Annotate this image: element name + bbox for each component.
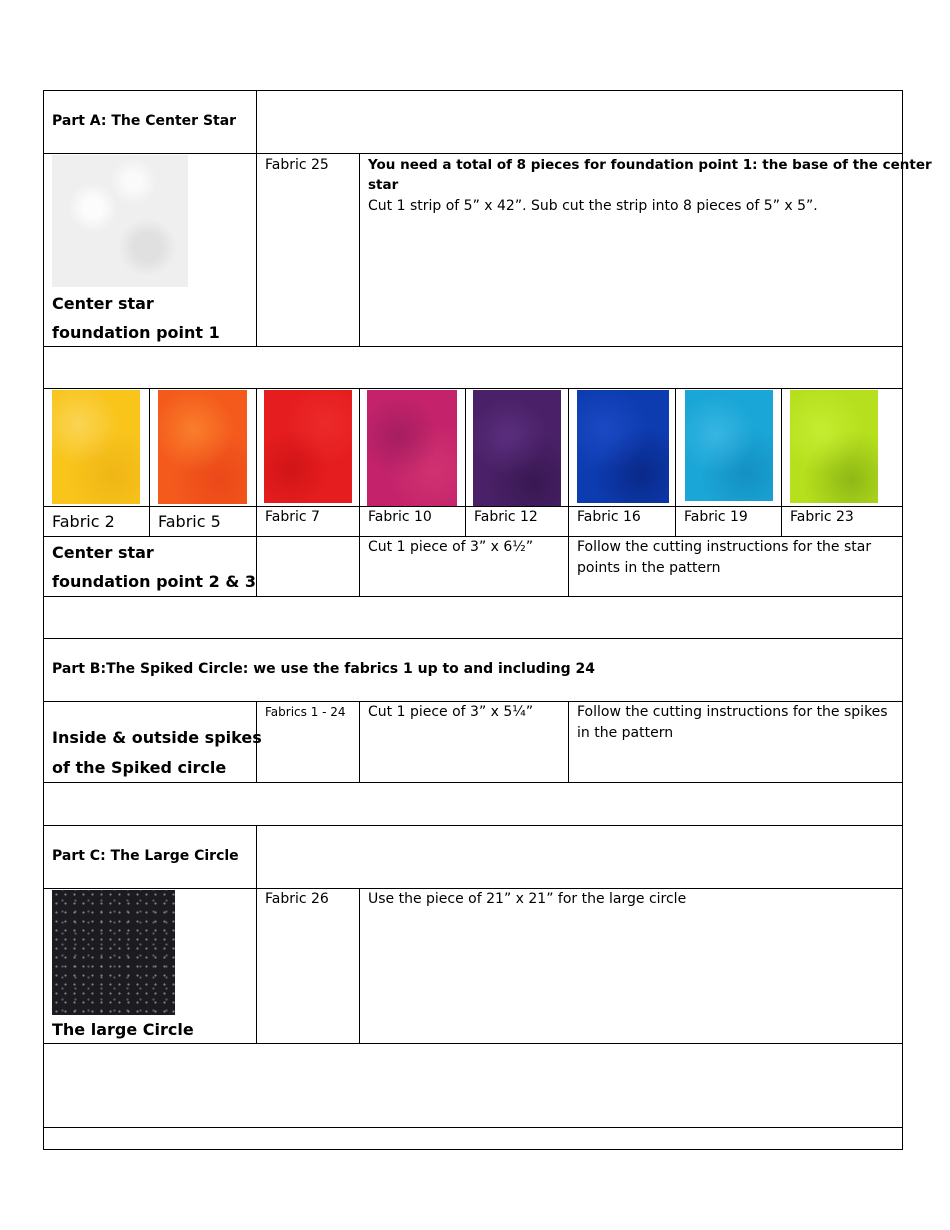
need-pieces-text-2: star: [368, 177, 399, 193]
label-cell-2: [149, 506, 257, 537]
points-2-3-follow-line2: points in the pattern: [577, 560, 721, 576]
fabric-23-swatch: [790, 390, 878, 503]
label-cell-8: [781, 506, 903, 537]
large-circle-label: The large Circle: [52, 1020, 194, 1039]
fabric-25-label: Fabric 25: [265, 157, 329, 173]
fabric-12-swatch: [473, 390, 561, 506]
part-a-heading-cell: [43, 90, 257, 154]
spikes-label-cell: [43, 701, 262, 783]
spacer-row-2: [43, 596, 903, 639]
fabric-25-instructions-cell: [359, 153, 932, 347]
fabric-26-swatch: [52, 890, 175, 1015]
label-cell-1: [43, 506, 150, 537]
fabric-5-label: Fabric 5: [158, 512, 221, 531]
spikes-fabrics: Fabrics 1 - 24: [265, 705, 346, 719]
spikes-label-line1: Inside & outside spikes: [52, 728, 262, 747]
points-2-3-label-line2: foundation point 2 & 3: [52, 572, 256, 591]
fabric-7-swatch: [264, 390, 352, 503]
part-a-heading: Part A: The Center Star: [52, 113, 237, 129]
part-b-heading: Part B:The Spiked Circle: we use the fabrics 1 up to and including 24: [52, 661, 595, 677]
fabric-25-swatch: [52, 155, 188, 287]
spikes-fabrics-cell: [256, 701, 360, 783]
large-circle-label-cell: [43, 888, 257, 1044]
fabric-12-label: Fabric 12: [474, 509, 538, 525]
label-cell-5: [465, 506, 569, 537]
fabric-2-label: Fabric 2: [52, 512, 115, 531]
white-label-line2: foundation point 1: [52, 323, 220, 342]
fabric-26-cell: [256, 888, 360, 1044]
spacer-row-3: [43, 782, 903, 826]
spikes-follow-cell: [568, 701, 903, 783]
need-pieces-text: You need a total of 8 pieces for foundation point 1: the base of the center: [368, 157, 932, 173]
fabric-10-label: Fabric 10: [368, 509, 432, 525]
cut-strip-text: Cut 1 strip of 5” x 42”. Sub cut the strip into 8 pieces of 5” x 5”.: [368, 198, 818, 214]
fabric-25-cell: [256, 153, 360, 347]
spacer-row-5: [43, 1127, 903, 1150]
fabric-26-label: Fabric 26: [265, 891, 329, 907]
large-circle-instructions-cell: [359, 888, 903, 1044]
fabric-10-swatch: [367, 390, 457, 506]
fabric-2-swatch: [52, 390, 140, 504]
fabric-23-label: Fabric 23: [790, 509, 854, 525]
spikes-follow-line1: Follow the cutting instructions for the spikes: [577, 704, 888, 720]
spikes-follow-line2: in the pattern: [577, 725, 674, 741]
spikes-label-line2: of the Spiked circle: [52, 758, 227, 777]
points-2-3-cut-cell: [359, 536, 569, 597]
spacer-row-1: [43, 346, 903, 389]
fabric-5-swatch: [158, 390, 247, 504]
label-cell-3: [256, 506, 360, 537]
fabric-19-label: Fabric 19: [684, 509, 748, 525]
points-2-3-label-cell: [43, 536, 257, 597]
part-c-heading: Part C: The Large Circle: [52, 848, 239, 864]
label-cell-6: [568, 506, 676, 537]
label-cell-4: [359, 506, 466, 537]
points-2-3-cut: Cut 1 piece of 3” x 6½”: [368, 539, 534, 555]
part-a-empty-cell: [256, 90, 903, 154]
label-cell-7: [675, 506, 782, 537]
fabric-16-swatch: [577, 390, 669, 503]
white-fabric-cell: [43, 153, 257, 347]
part-c-heading-cell: [43, 825, 257, 889]
points-2-3-label-line1: Center star: [52, 543, 154, 562]
white-label-line1: Center star: [52, 294, 154, 313]
fabric-7-label: Fabric 7: [265, 509, 320, 525]
fabric-cutting-table: [43, 90, 932, 1150]
points-2-3-follow-line1: Follow the cutting instructions for the star: [577, 539, 872, 555]
fabric-19-swatch: [685, 390, 773, 501]
part-b-heading-cell: [43, 638, 903, 702]
spacer-row-4: [43, 1043, 903, 1128]
large-circle-use: Use the piece of 21” x 21” for the large circle: [368, 891, 687, 907]
spikes-cut-cell: [359, 701, 569, 783]
points-2-3-follow-cell: [568, 536, 903, 597]
part-c-empty-cell: [256, 825, 903, 889]
fabric-16-label: Fabric 16: [577, 509, 641, 525]
spikes-cut: Cut 1 piece of 3” x 5¼”: [368, 704, 534, 720]
points-2-3-empty-cell: [256, 536, 360, 597]
